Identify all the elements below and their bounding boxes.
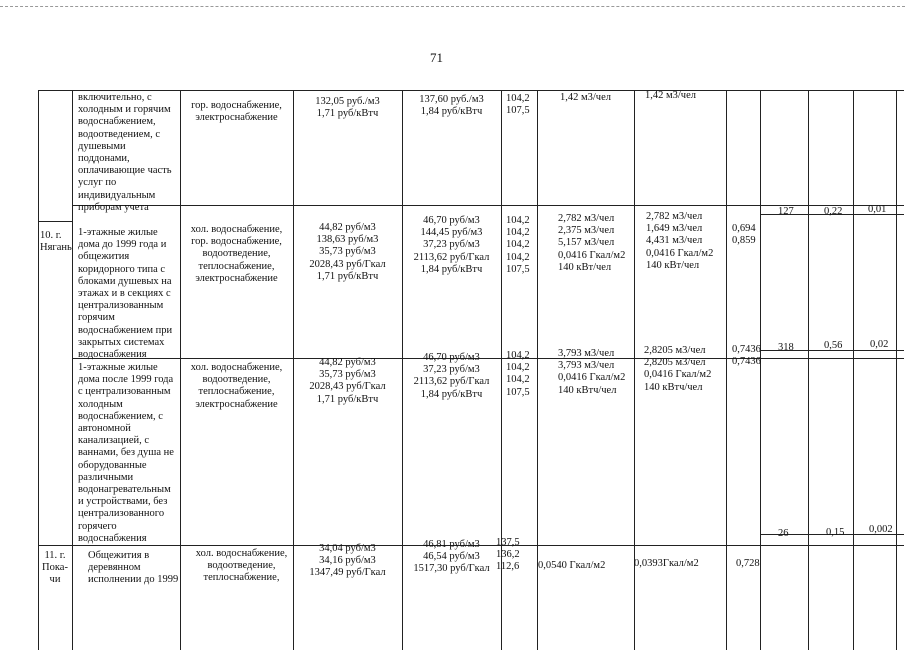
value-1-cell: 0,22	[824, 206, 843, 217]
tariff-2-cell: 46,70 руб/м3 37,23 руб/м3 2113,62 руб/Гкал 1,84 руб/кВтч	[413, 352, 490, 400]
norm-2-cell: 0,0393Гкал/м2	[634, 558, 699, 569]
norm-1-cell: 0,0540 Гкал/м2	[538, 560, 606, 571]
category-cell: Общежития в деревянном исполнении до 1999	[88, 550, 179, 586]
grid-line	[38, 90, 904, 91]
coefficient-cell: 0,7436 0,7436	[732, 344, 761, 368]
index-cell: 104,2 104,2 104,2 107,5	[506, 350, 530, 398]
norm-1-cell: 1,42 м3/чел	[560, 92, 611, 103]
grid-line	[896, 90, 897, 650]
index-cell: 104,2 107,5	[506, 93, 530, 117]
norm-1-cell: 2,782 м3/чел 2,375 м3/чел 5,157 м3/чел 0,0416 Гкал/м2 140 кВт/чел	[558, 213, 626, 273]
tariff-1-cell: 44,82 руб/м3 35,73 руб/м3 2028,43 руб/Гкал 1,71 руб/кВтч	[309, 357, 386, 405]
grid-line	[760, 90, 761, 650]
category-cell: 1-этажные жилые дома до 1999 года и общежития коридорного типа с блоками душевых на этажах и в секциях с централизованным горячим водоснабжением при закрытых системах водоснабжения	[78, 227, 173, 361]
grid-line	[808, 90, 809, 650]
tariff-1-cell: 34,04 руб/м3 34,16 руб/м3 1347,49 руб/Гкал	[309, 543, 386, 579]
coefficient-cell: 0,728	[736, 558, 760, 569]
city-cell: 10. г. Нягань	[40, 230, 72, 254]
count-cell: 318	[778, 342, 794, 353]
grid-line	[72, 90, 73, 650]
tariff-2-cell: 137,60 руб./м3 1,84 руб/кВтч	[419, 94, 484, 118]
index-cell: 137,5 136,2 112,6	[496, 537, 520, 573]
count-cell: 26	[778, 528, 789, 539]
norm-2-cell: 2,782 м3/чел 1,649 м3/чел 4,431 м3/чел 0,0416 Гкал/м2 140 кВт/чел	[646, 211, 714, 271]
norm-2-cell: 1,42 м3/чел	[645, 90, 696, 101]
coefficient-cell: 0,694 0,859	[732, 223, 756, 247]
page-number: 71	[430, 50, 443, 65]
category-cell: 1-этажные жилые дома после 1999 года с централизованным холодным водоснабжением, с автономной канализацией, с ваннами, без душа не оборудованные различными водонагревательным и устройствами, без централизованного горячего водоснабжения	[78, 362, 174, 544]
grid-line	[726, 90, 727, 650]
services-cell: хол. водоснабжение, водоотведение, теплоснабжение,	[195, 548, 288, 584]
value-1-cell: 0,56	[824, 340, 843, 351]
count-cell: 127	[778, 206, 794, 217]
city-cell: 11. г. Пока- чи	[42, 550, 68, 586]
index-cell: 104,2 104,2 104,2 104,2 107,5	[506, 215, 530, 275]
tariff-2-cell: 46,70 руб/м3 144,45 руб/м3 37,23 руб/м3 2113,62 руб/Гкал 1,84 руб/кВтч	[413, 215, 490, 275]
norm-2-cell: 2,8205 м3/чел 2,8205 м3/чел 0,0416 Гкал/м2 140 кВтч/чел	[644, 345, 712, 393]
value-2-cell: 0,02	[870, 339, 889, 350]
grid-line	[38, 221, 72, 222]
value-2-cell: 0,01	[868, 204, 887, 215]
value-2-cell: 0,002	[869, 524, 893, 535]
page-top-edge	[0, 6, 905, 7]
category-cell: включительно, с холодным и горячим водоснабжением, водоотведением, с душевыми поддонами, оплачивающие часть услуг по индивидуальным приборам учета	[78, 92, 172, 213]
grid-line	[853, 90, 854, 650]
tariff-table	[38, 90, 905, 650]
services-cell: хол. водоснабжение, водоотведение, теплоснабжение, электроснабжение	[190, 362, 283, 410]
tariff-1-cell: 44,82 руб/м3 138,63 руб/м3 35,73 руб/м3 2028,43 руб/Гкал 1,71 руб/кВтч	[309, 222, 386, 282]
value-1-cell: 0,15	[826, 527, 845, 538]
services-cell: хол. водоснабжение, гор. водоснабжение, водоотведение, теплоснабжение, электроснабжение	[190, 224, 283, 284]
tariff-1-cell: 132,05 руб./м3 1,71 руб/кВтч	[315, 96, 380, 120]
norm-1-cell: 3,793 м3/чел 3,793 м3/чел 0,0416 Гкал/м2 140 кВтч/чел	[558, 348, 626, 396]
tariff-2-cell: 46,81 руб/м3 46,54 руб/м3 1517,30 руб/Гкал	[413, 539, 490, 575]
services-cell: гор. водоснабжение, электроснабжение	[191, 100, 282, 124]
